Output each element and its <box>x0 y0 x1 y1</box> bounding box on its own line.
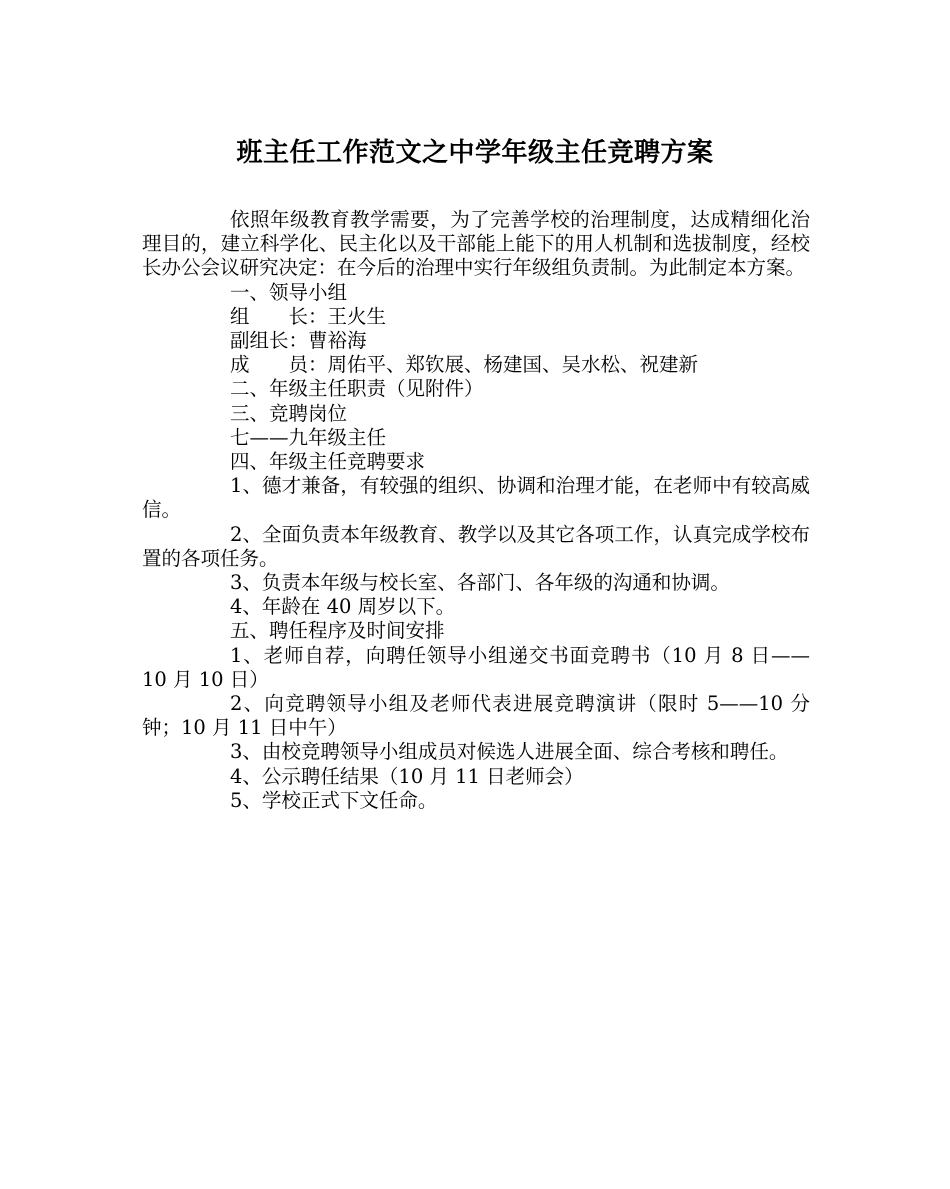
deputy-line: 副组长：曹裕海 <box>230 329 367 353</box>
section-heading-requirements: 四、年级主任竞聘要求 <box>230 450 426 474</box>
procedure-step-4: 4、公示聘任结果（10 月 11 日老师会） <box>230 764 584 788</box>
procedure-step-3: 3、由校竞聘领导小组成员对候选人进展全面、综合考核和聘任。 <box>230 740 789 764</box>
document-body <box>142 208 810 813</box>
procedure-step-5: 5、学校正式下文任命。 <box>230 788 438 812</box>
requirement-3: 3、负责本年级与校长室、各部门、各年级的沟通和协调。 <box>230 571 730 595</box>
procedure-step-1: 1、老师自荐，向聘任领导小组递交书面竞聘书（10 月 8 日——10 月 10 日） <box>142 643 810 691</box>
section-heading-leadership: 一、领导小组 <box>230 280 348 304</box>
positions-line: 七——九年级主任 <box>230 425 387 449</box>
intro-paragraph: 依照年级教育教学需要，为了完善学校的治理制度，达成精细化治理目的，建立科学化、民主化以及干部能上能下的用人机制和选拔制度，经校长办公会议研究决定：在今后的治理中实行年级组负责制。为此制定本方案。 <box>142 208 810 280</box>
procedure-step-2: 2、向竞聘领导小组及老师代表进展竞聘演讲（限时 5——10 分钟；10 月 11 日中午） <box>142 692 810 740</box>
requirement-2: 2、全面负责本年级教育、教学以及其它各项工作，认真完成学校布置的各项任务。 <box>142 522 810 570</box>
section-heading-positions: 三、竞聘岗位 <box>230 401 348 425</box>
section-heading-duties: 二、年级主任职责（见附件） <box>230 377 484 401</box>
section-heading-procedure: 五、聘任程序及时间安排 <box>230 619 445 643</box>
requirement-4: 4、年龄在 40 周岁以下。 <box>230 595 456 619</box>
document-title: 班主任工作范文之中学年级主任竞聘方案 <box>236 138 714 168</box>
leader-line: 组 长：王火生 <box>230 304 387 328</box>
requirement-1: 1、德才兼备，有较强的组织、协调和治理才能，在老师中有较高威信。 <box>142 474 810 522</box>
members-line: 成 员：周佑平、郑钦展、杨建国、吴水松、祝建新 <box>230 353 699 377</box>
